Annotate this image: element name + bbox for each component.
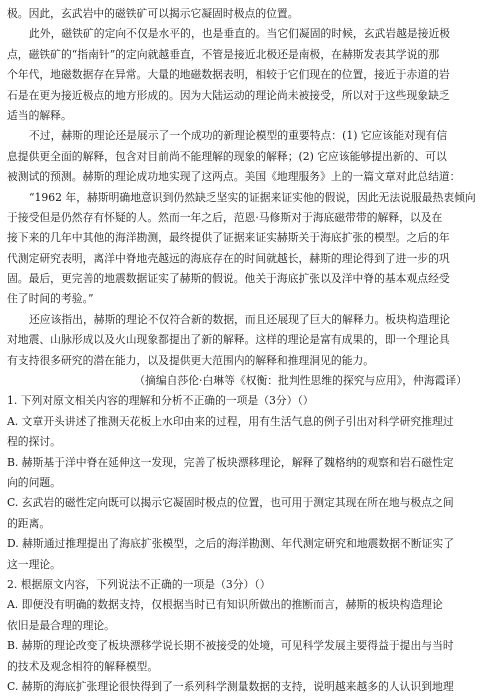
text-line: 依旧是最合理的理论。 — [7, 618, 115, 632]
text-line: 适当的解释。 — [7, 108, 72, 122]
source-citation: （摘编自莎伦·白琳等《权衡：批判性思维的探究与应用》，仲海霞译） — [134, 374, 467, 388]
text-line: 个年代，地磁数据存在异常。大量的地磁数据表明，相较于它们现在的位置，接近于赤道的岩 — [7, 68, 450, 82]
text-line: 对地震、山脉形成以及火山现象都提出了新的解释。这样的理论是富有成果的，即一个理论具 — [7, 333, 450, 347]
text-line: A. 即便没有明确的数据支持，仅根据当时已有知识所做出的推断而言，赫斯的板块构造理论 — [7, 598, 443, 612]
text-line: 被测试的预测。赫斯的理论成功地实现了这两点。美国《地理服务》上的一篇文章对此总结道： — [7, 170, 461, 184]
text-line: A. 文章开头讲述了推测天花板上水印由来的过程，用有生活气息的例子引出对科学研究推理过 — [7, 414, 454, 428]
text-line: 有支持很多研究的潜在能力，以及提供更大范围内的解释和推理洞见的能力。 — [7, 353, 375, 367]
text-line: 点，磁铁矿的“指南针”的定向就越垂直，不管是接近北极还是南极，在赫斯发表其学说的那 — [7, 47, 440, 61]
text-line: 于接受但是仍然存有怀疑的人。然而一年之后，范恩·马修斯对于海底磁带带的解释，以及在 — [7, 210, 443, 224]
text-line: 向的问题。 — [7, 475, 61, 489]
text-line: 的距离。 — [7, 516, 51, 530]
text-line: 2. 根据原文内容，下列说法不正确的一项是（3分）（） — [7, 577, 271, 591]
text-line: 这一理论。 — [7, 557, 61, 571]
text-line: B. 赫斯的理论改变了板块漂移学说长期不被接受的处境，可见科学发展主要得益于提出与当时 — [7, 639, 454, 653]
text-line: B. 赫斯基于洋中脊在延伸这一发现，完善了板块漂移理论，解释了魏格纳的观察和岩石磁性定 — [7, 455, 454, 469]
text-line: 程的探讨。 — [7, 435, 61, 449]
text-line: C. 赫斯的海底扩张理论很快得到了一系列科学测量数据的支持，说明越来越多的人认识到地理 — [7, 679, 454, 693]
text-line: 住了时间的考验。” — [7, 292, 94, 306]
text-line: 石是在更为接近极点的地方形成的。因为大陆运动的理论尚未被接受，所以对于这些现象缺乏 — [7, 88, 450, 102]
text-line: 此外，磁铁矿的定向不仅是水平的，也是垂直的。当它们凝固的时候，玄武岩越是接近极 — [29, 27, 451, 41]
text-line: 的技术及观念相符的解释模型。 — [7, 659, 159, 673]
text-line: 不过，赫斯的理论还是展示了一个成功的新理论模型的重要特点：(1) 它应该能对现有信 — [29, 129, 448, 143]
text-line: 代测定研究表明，离洋中脊地壳越远的海底存在的时间就越长，赫斯的理论得到了进一步的巩 — [7, 251, 450, 265]
text-line: 息提供更全面的解释，包含对目前尚不能理解的现象的解释；(2) 它应该能够提出新的、可以 — [7, 149, 447, 163]
text-line: C. 玄武岩的磁性定向既可以揭示它凝固时极点的位置，也可用于测定其现在所在地与极点之间 — [7, 496, 454, 510]
text-line: “1962 年，赫斯明确地意识到仍然缺乏坚实的证据来证实他的假说，因此无法说服最热衷倾向 — [29, 190, 476, 204]
text-line: 1. 下列对原文相关内容的理解和分析不正确的一项是（3分）（） — [7, 394, 314, 408]
text-line: 固。最后，更完善的地震数据证实了赫斯的假说。他关于海底扩张以及洋中脊的基本观点经受 — [7, 272, 450, 286]
text-line: D. 赫斯通过推理提出了海底扩张模型，之后的海洋勘测、年代测定研究和地震数据不断证实了 — [7, 537, 455, 551]
text-line: 还应该指出，赫斯的理论不仅符合新的数据，而且还展现了巨大的解释力。板块构造理论 — [29, 312, 451, 326]
text-line: 接下来的几年中其他的海洋勘测，最终提供了证据来证实赫斯关于海底扩张的模型。之后的年 — [7, 231, 450, 245]
text-line: 极。因此，玄武岩中的磁铁矿可以揭示它凝固时极点的位置。 — [7, 7, 299, 20]
